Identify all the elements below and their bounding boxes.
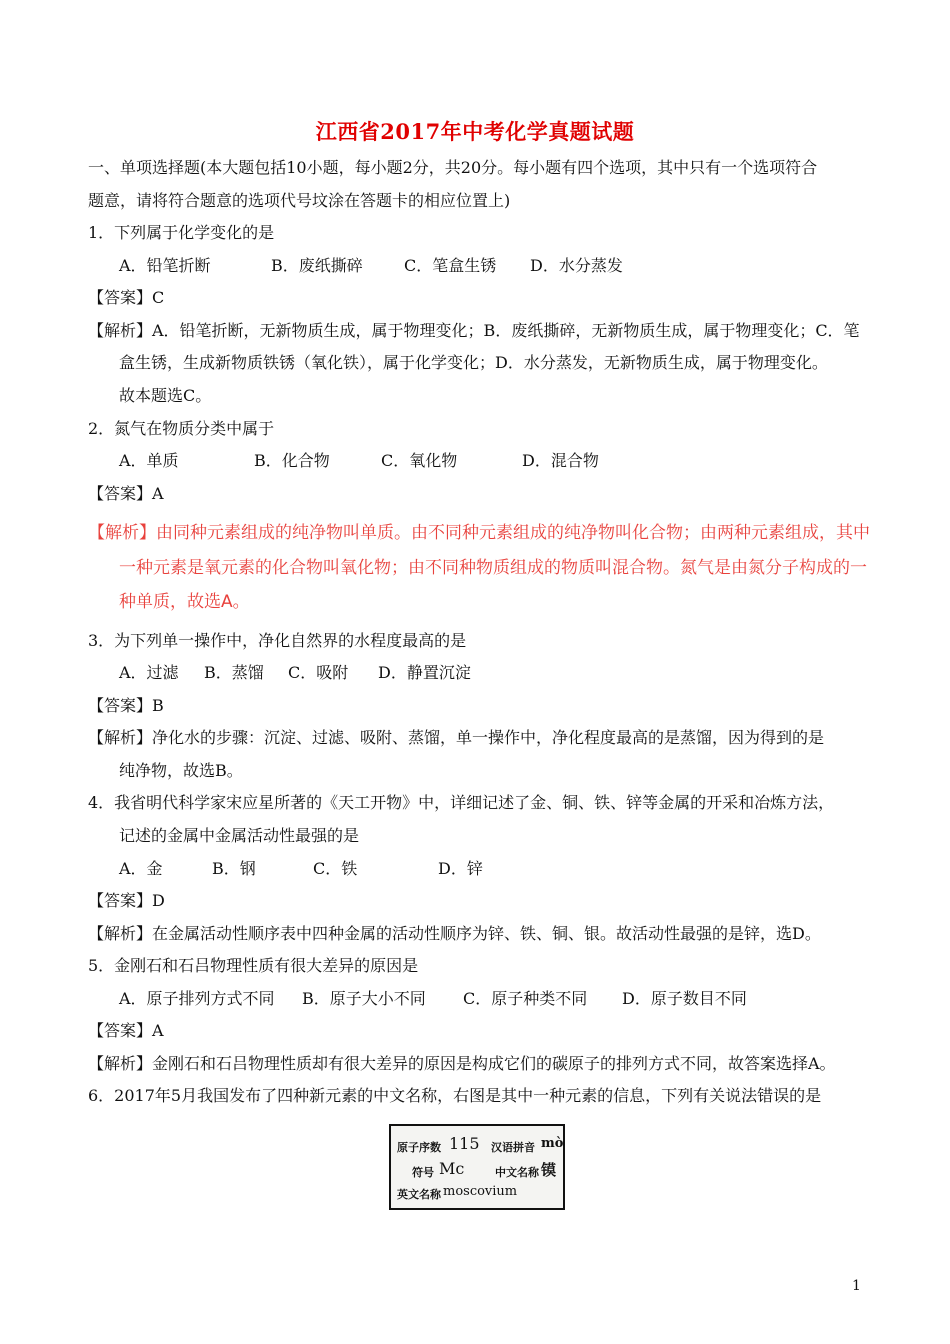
q1-analysis-line: 【解析】A．铅笔折断，无新物质生成，属于物理变化；B．废纸撕碎，无新物质生成，属于物理变化；C．笔 xyxy=(88,321,860,340)
page-title: 江西省2017年中考化学真题试题 xyxy=(315,119,635,144)
q3-option-a: A．过滤 xyxy=(119,663,179,682)
q4-analysis-line: 【解析】在金属活动性顺序表中四种金属的活动性顺序为锌、铁、铜、银。故活动性最强的是锌，选D。 xyxy=(88,924,821,943)
q5-option-a: A．原子排列方式不同 xyxy=(119,989,275,1008)
question-4-stem-cont: 记述的金属中金属活动性最强的是 xyxy=(119,826,360,845)
q2-option-a: A．单质 xyxy=(119,451,179,470)
q4-option-c: C．铁 xyxy=(313,859,358,878)
q4-answer: 【答案】D xyxy=(88,891,165,910)
q1-option-d: D．水分蒸发 xyxy=(530,256,623,275)
q2-analysis-line: 一种元素是氧元素的化合物叫氧化物；由不同种物质组成的物质叫混合物。氮气是由氮分子构成的一 xyxy=(119,558,867,578)
q4-option-a: A．金 xyxy=(119,859,163,878)
section-instructions-cont: 题意，请将符合题意的选项代号坟涂在答题卡的相应位置上) xyxy=(88,191,511,210)
question-2-stem: 2．氮气在物质分类中属于 xyxy=(88,419,275,438)
pinyin: mò xyxy=(541,1136,564,1151)
q1-option-b: B．废纸撕碎 xyxy=(271,256,363,275)
q3-option-b: B．蒸馏 xyxy=(204,663,264,682)
cn-name-label: 中文名称 xyxy=(495,1166,539,1179)
question-6-stem: 6．2017年5月我国发布了四种新元素的中文名称，右图是其中一种元素的信息，下列有关说法错误的是 xyxy=(88,1086,822,1105)
q3-option-d: D．静置沉淀 xyxy=(378,663,471,682)
en-name-label: 英文名称 xyxy=(397,1188,441,1201)
q5-option-c: C．原子种类不同 xyxy=(463,989,588,1008)
q1-analysis-line: 盒生锈，生成新物质铁锈（氧化铁），属于化学变化；D．水分蒸发，无新物质生成，属于物理变化。 xyxy=(119,353,828,372)
question-1-stem: 1．下列属于化学变化的是 xyxy=(88,223,275,242)
q5-option-b: B．原子大小不同 xyxy=(302,989,426,1008)
question-3-stem: 3．为下列单一操作中，净化自然界的水程度最高的是 xyxy=(88,631,467,650)
q4-option-d: D．锌 xyxy=(438,859,483,878)
q2-option-c: C．氧化物 xyxy=(381,451,458,470)
q3-analysis-line: 【解析】净化水的步骤：沉淀、过滤、吸附、蒸馏，单一操作中，净化程度最高的是蒸馏，因为得到的是 xyxy=(88,728,825,747)
q2-option-b: B．化合物 xyxy=(254,451,330,470)
q4-option-b: B．钢 xyxy=(212,859,256,878)
cn-name: 镆 xyxy=(541,1161,557,1179)
element-info-card xyxy=(389,1124,565,1210)
en-name: moscovium xyxy=(443,1184,518,1199)
q1-analysis-line: 故本题选C。 xyxy=(119,386,212,405)
q5-answer: 【答案】A xyxy=(88,1021,164,1040)
q3-answer: 【答案】B xyxy=(88,696,164,715)
q3-option-c: C．吸附 xyxy=(288,663,349,682)
pinyin-label: 汉语拼音 xyxy=(491,1141,535,1154)
q1-option-c: C．笔盒生锈 xyxy=(404,256,497,275)
q2-analysis-line: 【解析】由同种元素组成的纯净物叫单质。由不同种元素组成的纯净物叫化合物；由两种元素组成，其中 xyxy=(88,523,870,543)
q2-analysis-line: 种单质，故选A。 xyxy=(119,592,250,612)
element-symbol: Mc xyxy=(439,1159,465,1178)
q5-analysis-line: 【解析】金刚石和石吕物理性质却有很大差异的原因是构成它们的碳原子的排列方式不同，故答案选择A。 xyxy=(88,1054,836,1073)
q1-answer: 【答案】C xyxy=(88,288,165,307)
atomic-number: 115 xyxy=(449,1134,480,1153)
question-4-stem: 4．我省明代科学家宋应星所著的《天工开物》中，详细记述了金、铜、铁、锌等金属的开采和冶炼方法， xyxy=(88,793,835,812)
q2-option-d: D．混合物 xyxy=(522,451,599,470)
question-5-stem: 5．金刚石和石吕物理性质有很大差异的原因是 xyxy=(88,956,419,975)
q3-analysis-line: 纯净物，故选B。 xyxy=(119,761,243,780)
section-instructions: 一、单项选择题(本大题包括10小题，每小题2分，共20分。每小题有四个选项，其中只有一个选项符合 xyxy=(88,158,818,177)
page-number: 1 xyxy=(852,1278,861,1294)
atomic-number-label: 原子序数 xyxy=(397,1141,441,1154)
q1-option-a: A．铅笔折断 xyxy=(119,256,211,275)
q5-option-d: D．原子数目不同 xyxy=(622,989,747,1008)
symbol-label: 符号 xyxy=(412,1166,434,1179)
q2-answer: 【答案】A xyxy=(88,484,164,503)
